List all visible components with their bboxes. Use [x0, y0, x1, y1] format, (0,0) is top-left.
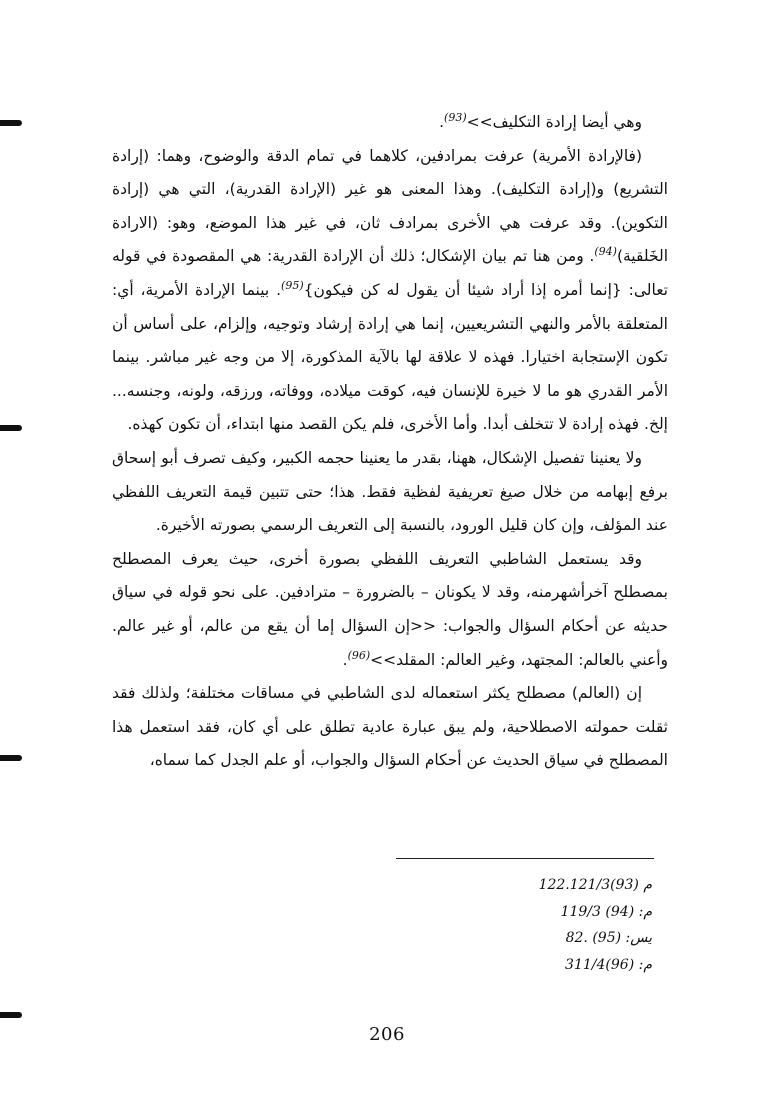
footnotes	[420, 872, 652, 978]
footnote-reference: 82.	[565, 930, 588, 946]
paragraph-2-text: (فالإرادة الأمرية) عرفت بمرادفين، كلاهما في تمام الدقة والوضوح، وهما: (إرادة التشريع) و(إرادة التكليف). وهذا المعنى هو غير (الإرادة القدرية)، التي هي (إرادة التكوين). وقد عرفت هي الأخرى بمرادف ثان، في غير هذا الموضع، وهو: (الارادة الخَلقية)	[112, 146, 668, 266]
paragraph-2	[112, 140, 668, 442]
footnote-number: (93)	[610, 877, 639, 893]
footnote-ref-95[interactable]: (95)	[281, 278, 304, 292]
paragraph-3-text: ولا يعنينا تفصيل الإشكال، ههنا، بقدر ما يعنينا حجمه الكبير، وكيف تصرف أبو إسحاق برفع إبهامه من خلال صيغ تعريفية لفظية فقط. هذا؛ حتى تتبين قيمة التعريف اللفظي عند المؤلف، وإن كان قليل الورود، بالنسبة إلى التعريف الرسمي بصورته الأخيرة.	[112, 448, 668, 535]
paragraph-1	[112, 106, 668, 140]
margin-mark	[0, 120, 22, 126]
paragraph-3	[112, 442, 668, 543]
paragraph-1-text: وهي أيضا إرادة التكليف>>	[466, 113, 642, 131]
paragraph-4	[112, 543, 668, 677]
footnote-source: م	[643, 877, 652, 893]
footnote-ref-94[interactable]: (94)	[594, 245, 617, 259]
footnote-number: (95)	[592, 930, 622, 946]
footnote-95	[420, 925, 652, 952]
paragraph-2-middle: . ومن هنا تم بيان الإشكال؛ ذلك أن الإرادة القدرية: هي المقصودة في قوله تعالى: {إنما أمره إذا أراد شيئا أن يقول له كن فيكون}	[112, 247, 668, 299]
footnote-ref-93[interactable]: (93)	[444, 110, 467, 124]
footnote-reference: 122.121/3	[538, 877, 611, 893]
paragraph-1-tail: .	[439, 113, 445, 131]
margin-mark	[0, 1012, 22, 1018]
body-text	[112, 106, 668, 778]
margin-mark	[0, 425, 22, 431]
paragraph-2-tail: . بينما الإرادة الأمرية، أي: المتعلقة بالأمر والنهي التشريعيين، إنما هي إرادة إرشاد وتوجيه، وإلزام، على أساس أن تكون الإستجابة اختيارا. فهذه لا علاقة لها بالآية المذكورة، إلا من وجه غير مباشر. بينما الأمر القدري هو ما لا خيرة للإنسان فيه، كوقت ميلاده، ووفاته، ورزقه، ولونه، وجنسه... إلخ. فهذه إرادة لا تتخلف أبدا. وأما الأخرى، فلم يكن القصد منها ابتداء، أن تكون كهذه.	[112, 280, 668, 434]
footnote-number: (96)	[605, 956, 635, 973]
footnote-96	[420, 952, 652, 979]
footnote-source: م:	[638, 903, 652, 920]
paragraph-5	[112, 677, 668, 778]
footnote-reference: 311/4	[565, 956, 606, 973]
footnote-source: يس:	[625, 930, 652, 946]
paragraph-4-tail: .	[342, 650, 348, 669]
margin-mark	[0, 755, 22, 761]
footnote-ref-96[interactable]: (96)	[347, 648, 371, 662]
footnote-number: (94)	[605, 903, 635, 920]
footnote-source: م:	[638, 956, 652, 973]
footnote-reference: 119/3	[560, 903, 601, 920]
paragraph-4-text: وقد يستعمل الشاطبي التعريف اللفظي بصورة أخرى، حيث يعرف المصطلح بمصطلح آخرأشهرمنه، وقد لا يكونان – بالضرورة – مترادفين. على نحو قوله في سياق حديثه عن أحكام السؤال والجواب: <<إن السؤال إما أن يقع من عالم، أو غير عالم. وأعني بالعالم: المجتهد، وغير العالم: المقلد>>	[112, 549, 668, 669]
footnote-divider	[396, 858, 654, 859]
footnote-94	[420, 899, 652, 926]
paragraph-5-text: إن (العالم) مصطلح يكثر استعماله لدى الشاطبي في مساقات مختلفة؛ ولذلك فقد ثقلت حمولته الاصطلاحية، ولم يبق عبارة عادية تطلق على أي كان، فقد استعمل هذا المصطلح في سياق الحديث عن أحكام السؤال والجواب، أو علم الجدل كما سماه،	[112, 684, 668, 770]
page-number: 206	[369, 1024, 405, 1045]
footnote-93	[420, 872, 652, 899]
